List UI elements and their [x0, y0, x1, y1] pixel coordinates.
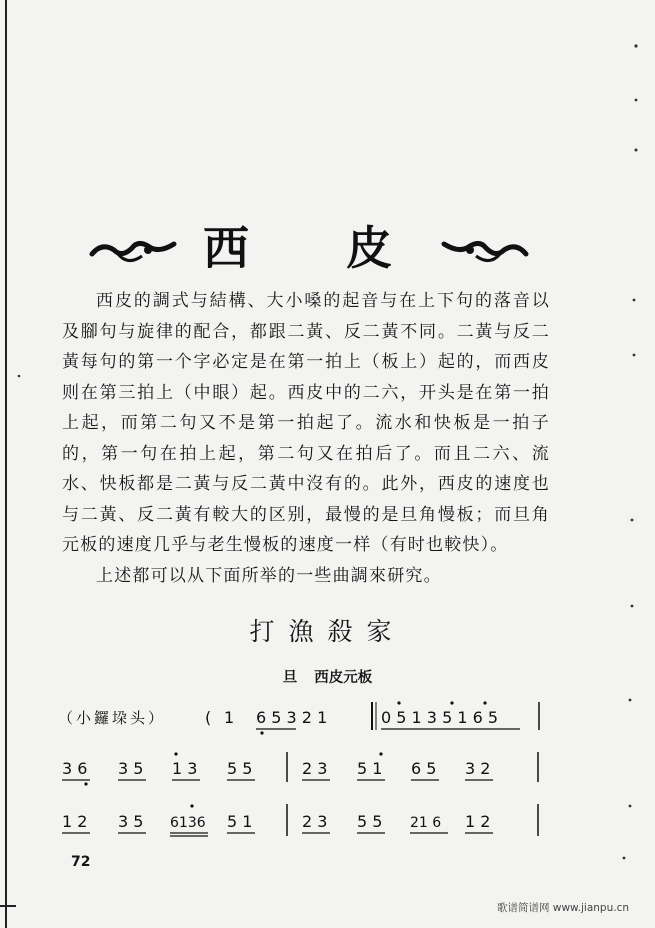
- note-group: 1: [224, 708, 235, 727]
- note-group: 5 1: [227, 812, 253, 831]
- open-paren: (: [205, 708, 212, 727]
- note-group: 1 2: [62, 812, 88, 831]
- note-group: 5 5: [357, 812, 383, 831]
- note-group: 1 2: [465, 812, 491, 831]
- note-group: 2 3: [302, 759, 328, 778]
- note-group: 6136: [170, 815, 206, 831]
- note-group: 2 3: [302, 812, 328, 831]
- heading-right-char: 皮: [346, 221, 392, 275]
- note-group: 5 1: [357, 759, 383, 778]
- beam-lines: [62, 833, 493, 836]
- role-label: 旦: [282, 670, 298, 686]
- note-group: 6 5 3 2 1: [256, 708, 328, 727]
- note-group: 0 5 1 3 5 1 6 5: [381, 708, 499, 727]
- song-title: 打漁殺家: [249, 617, 406, 646]
- note-group: 3 6: [62, 759, 88, 778]
- note-group: 5 5: [227, 759, 253, 778]
- heading-left-char: 西: [203, 221, 249, 275]
- note-group: 1 3: [172, 759, 198, 778]
- note-group: 21 6: [410, 815, 442, 831]
- note-group: 3 5: [118, 812, 144, 831]
- intro-label: （小鑼垜头）: [58, 709, 167, 727]
- note-group: 3 5: [118, 759, 144, 778]
- page-number: 72: [71, 854, 91, 870]
- note-group: 3 2: [465, 759, 491, 778]
- mode-label: 西皮元板: [314, 670, 373, 686]
- octave-dots: [190, 804, 193, 807]
- note-group: 6 5: [411, 759, 437, 778]
- paragraph-1: 西皮的調式与結構、大小嗓的起音与在上下句的落音以及腳句与旋律的配合，都跟二黃、反二黃不同。二黃与反二黃每句的第一个字必定是在第一拍上（板上）起的，而西皮则在第三拍上（中眼）起。西皮中的二六，开头是在第一拍上起，而第二句又不是第一拍起了。流水和快板是一拍子的，第一句在拍上起，第二句又在拍后了。而且二六、流水、快板都是二黃与反二黃中沒有的。此外，西皮的速度也与二黃、反二黃有較大的区别，最慢的是旦角慢板；而旦角元板的速度几乎与老生慢板的速度一样（有时也較快）。: [62, 291, 550, 555]
- paragraph-2: 上述都可以从下面所举的一些曲調來研究。: [96, 565, 442, 586]
- watermark: 歌谱简谱网 www.jianpu.cn: [497, 902, 629, 914]
